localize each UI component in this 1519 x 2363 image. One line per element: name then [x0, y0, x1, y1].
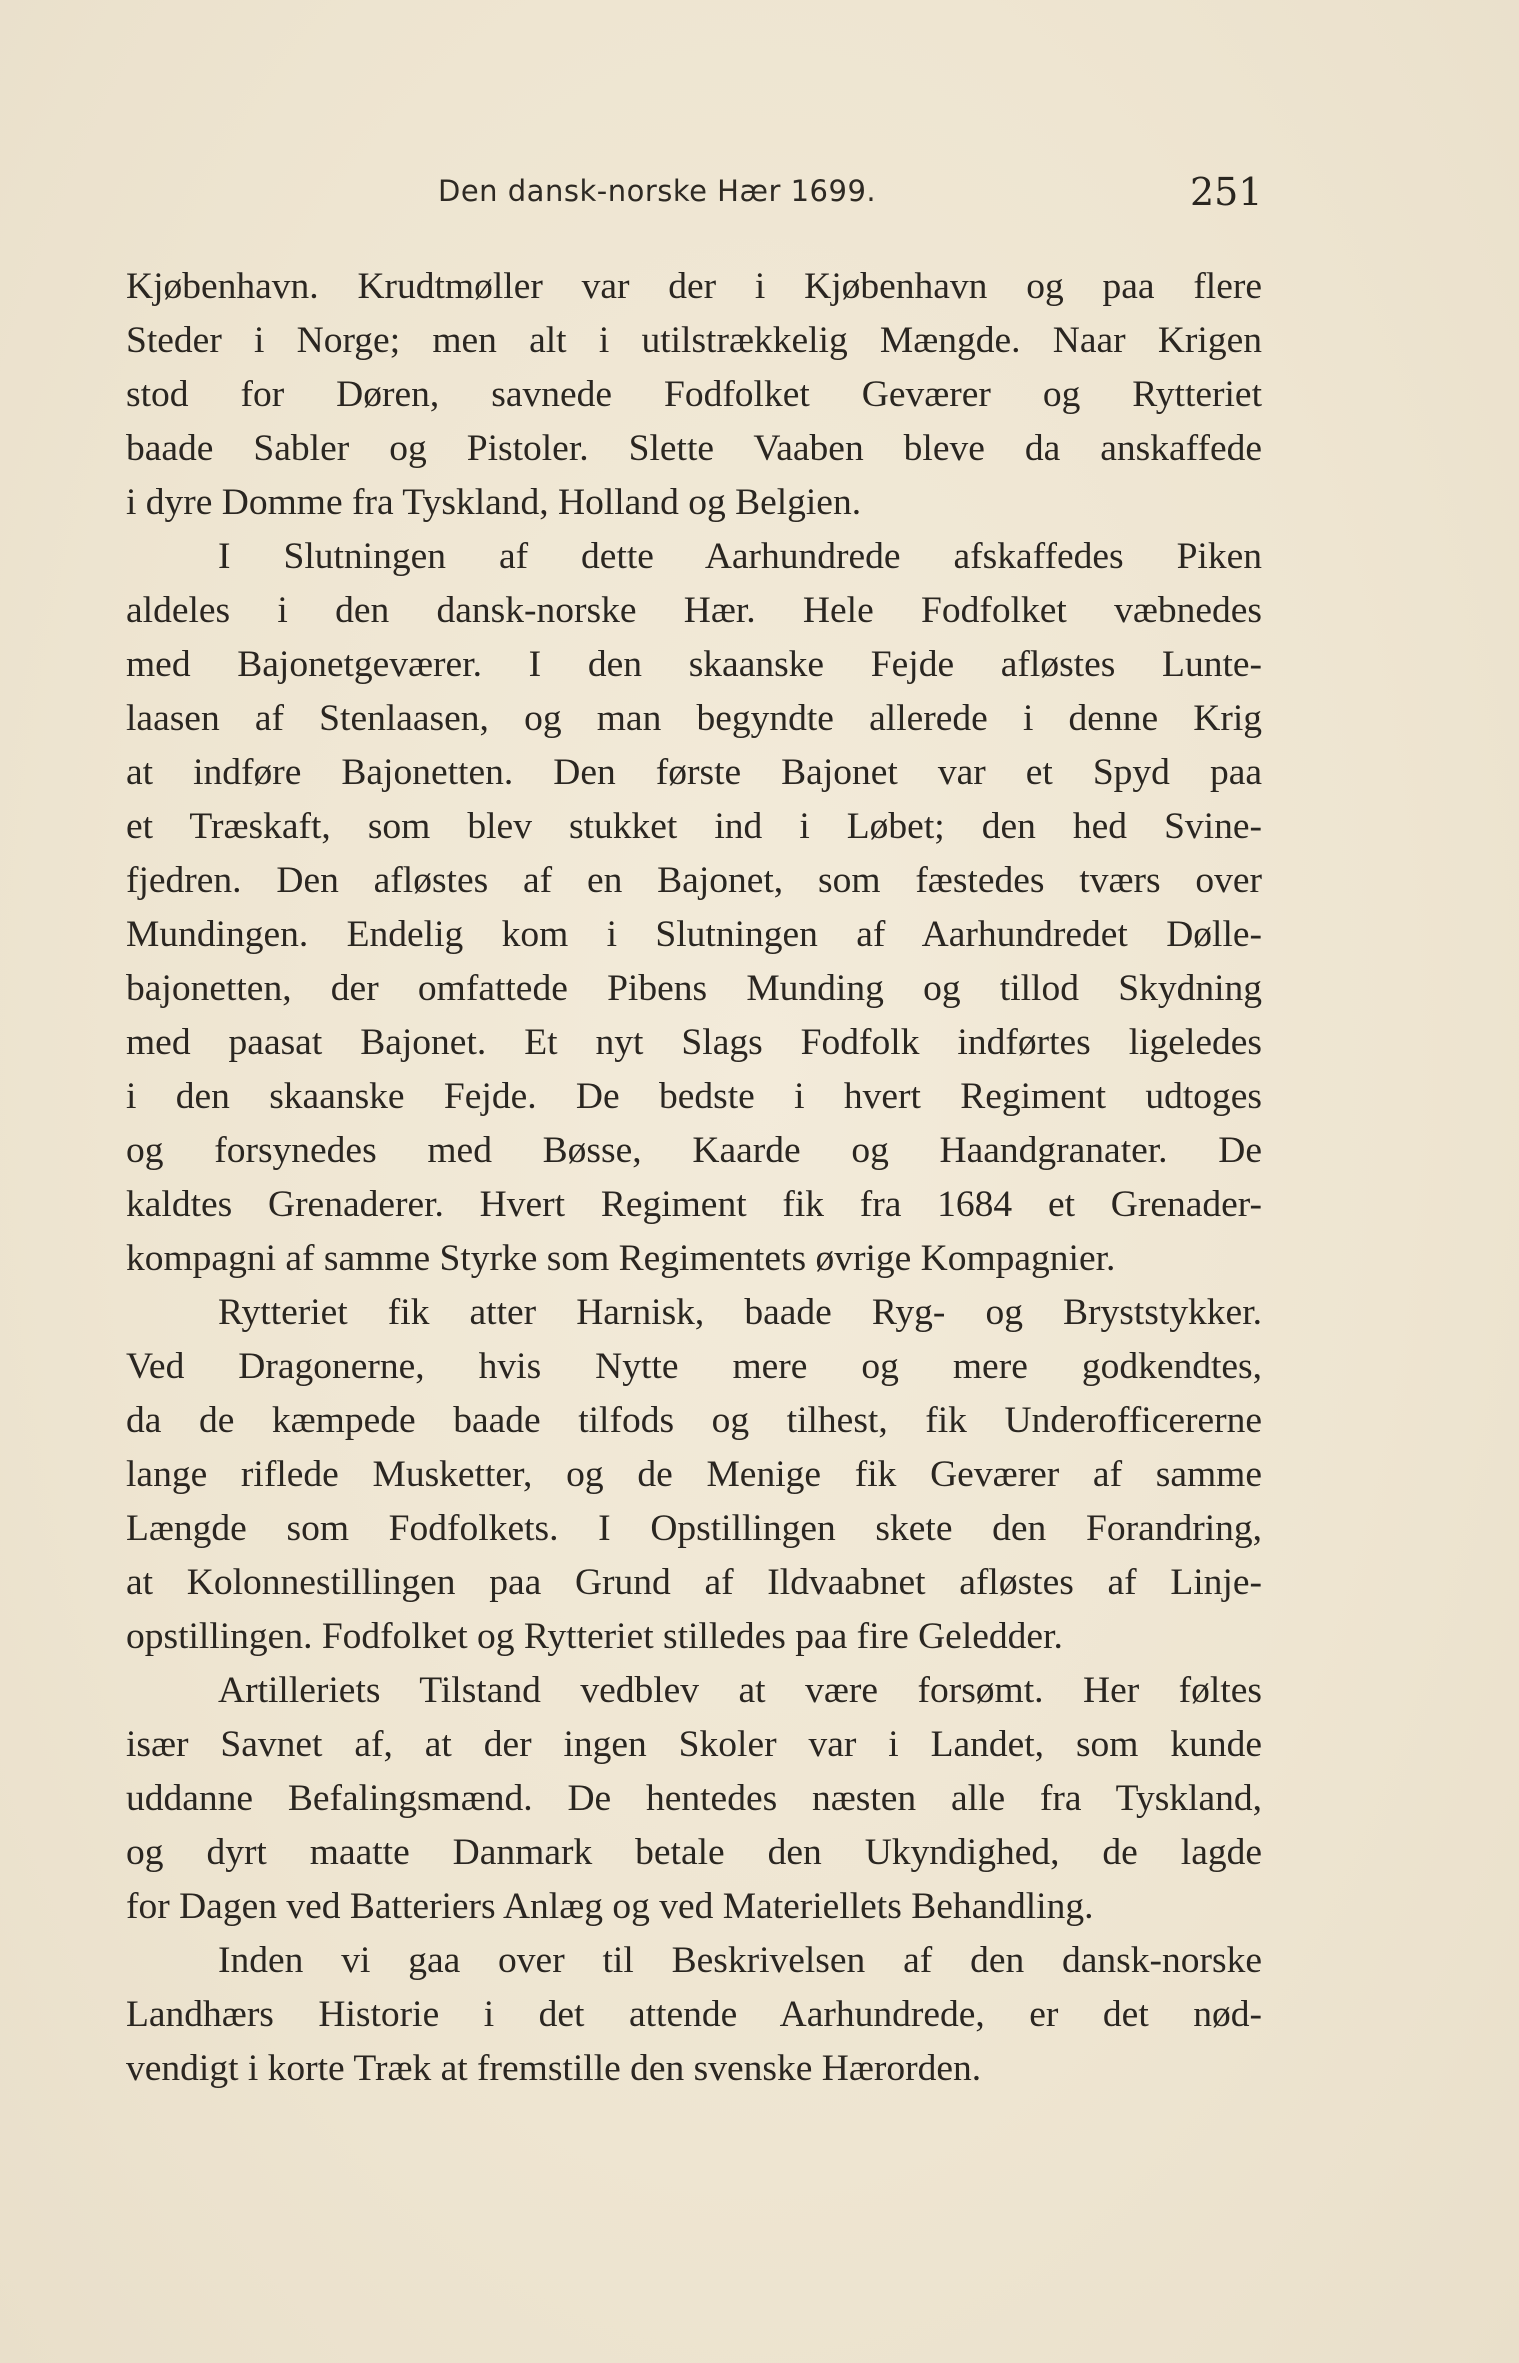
text-line: især Savnet af, at der ingen Skoler var i Landet, som kunde	[126, 1724, 1262, 1765]
text-line: Mundingen. Endelig kom i Slutningen af Aarhundredet Dølle-	[126, 914, 1262, 955]
text-line: Steder i Norge; men alt i utilstrækkelig Mængde. Naar Krigen	[126, 320, 1262, 361]
text-line: Ved Dragonerne, hvis Nytte mere og mere godkendtes,	[126, 1346, 1262, 1387]
running-title: Den dansk-norske Hær 1699.	[438, 174, 877, 208]
text-line: og dyrt maatte Danmark betale den Ukyndighed, de lagde	[126, 1832, 1262, 1873]
text-line: aldeles i den dansk-norske Hær. Hele Fodfolket væbnedes	[126, 590, 1262, 631]
text-line: at Kolonnestillingen paa Grund af Ildvaabnet afløstes af Linje-	[126, 1562, 1262, 1603]
text-line: uddanne Befalingsmænd. De hentedes næsten alle fra Tyskland,	[126, 1778, 1262, 1819]
text-line: opstillingen. Fodfolket og Rytteriet stilledes paa fire Geledder.	[126, 1616, 1063, 1657]
text-line: et Træskaft, som blev stukket ind i Løbet; den hed Svine-	[126, 806, 1262, 847]
text-line: laasen af Stenlaasen, og man begyndte allerede i denne Krig	[126, 698, 1262, 739]
text-line: kompagni af samme Styrke som Regimentets øvrige Kompagnier.	[126, 1238, 1116, 1279]
text-line: Længde som Fodfolkets. I Opstillingen skete den Forandring,	[126, 1508, 1262, 1549]
text-line: da de kæmpede baade tilfods og tilhest, fik Underofficererne	[126, 1400, 1262, 1441]
text-line: vendigt i korte Træk at fremstille den svenske Hærorden.	[126, 2048, 982, 2089]
text-line: Rytteriet fik atter Harnisk, baade Ryg- og Bryststykker.	[218, 1292, 1262, 1333]
text-line: fjedren. Den afløstes af en Bajonet, som fæstedes tværs over	[126, 860, 1262, 901]
text-line: med paasat Bajonet. Et nyt Slags Fodfolk indførtes ligeledes	[126, 1022, 1262, 1063]
text-line: med Bajonetgeværer. I den skaanske Fejde afløstes Lunte-	[126, 644, 1262, 685]
text-line: Landhærs Historie i det attende Aarhundrede, er det nød-	[126, 1994, 1262, 2035]
text-line: for Dagen ved Batteriers Anlæg og ved Materiellets Behandling.	[126, 1886, 1094, 1927]
text-line: bajonetten, der omfattede Pibens Munding og tillod Skydning	[126, 968, 1262, 1009]
text-line: i dyre Domme fra Tyskland, Holland og Belgien.	[126, 482, 862, 523]
body-text	[126, 260, 1262, 2120]
text-line: Inden vi gaa over til Beskrivelsen af den dansk-norske	[218, 1940, 1262, 1981]
text-line: lange riflede Musketter, og de Menige fik Geværer af samme	[126, 1454, 1262, 1495]
text-line: I Slutningen af dette Aarhundrede afskaffedes Piken	[218, 536, 1262, 577]
page-number: 251	[1190, 170, 1263, 214]
text-line: og forsynedes med Bøsse, Kaarde og Haandgranater. De	[126, 1130, 1262, 1171]
text-line: Kjøbenhavn. Krudtmøller var der i Kjøbenhavn og paa flere	[126, 266, 1262, 307]
text-line: kaldtes Grenaderer. Hvert Regiment fik fra 1684 et Grenader-	[126, 1184, 1262, 1225]
text-line: baade Sabler og Pistoler. Slette Vaaben bleve da anskaffede	[126, 428, 1262, 469]
text-line: stod for Døren, savnede Fodfolket Geværer og Rytteriet	[126, 374, 1262, 415]
text-line: Artilleriets Tilstand vedblev at være forsømt. Her føltes	[218, 1670, 1262, 1711]
page-header	[0, 170, 1519, 220]
text-line: at indføre Bajonetten. Den første Bajonet var et Spyd paa	[126, 752, 1262, 793]
text-line: i den skaanske Fejde. De bedste i hvert Regiment udtoges	[126, 1076, 1262, 1117]
